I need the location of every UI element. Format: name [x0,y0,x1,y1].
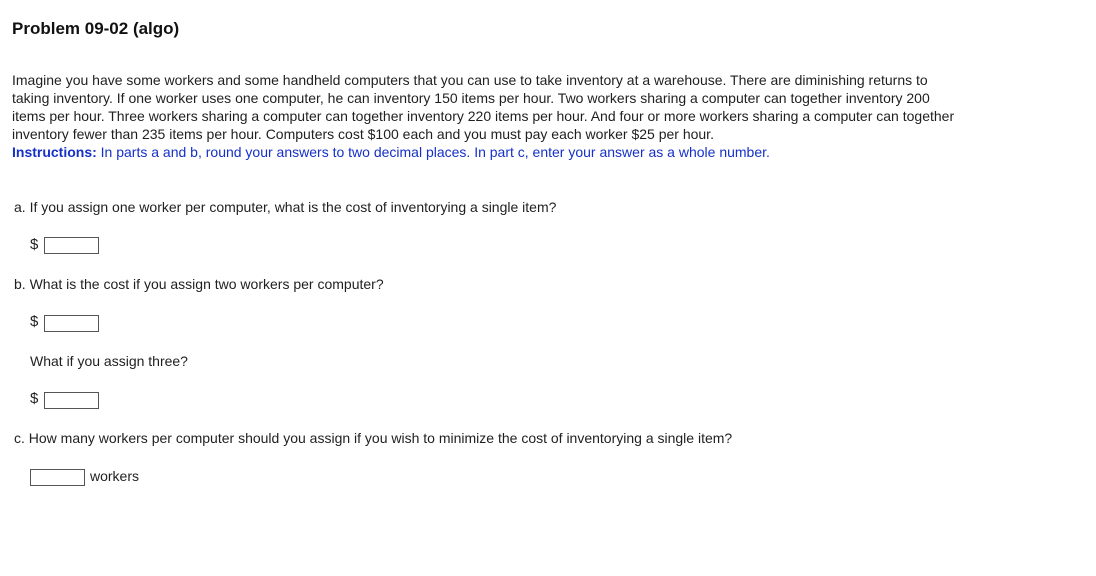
question-b: b. What is the cost if you assign two workers per computer? [14,276,384,292]
instructions-label: Instructions: [12,144,97,160]
question-a: a. If you assign one worker per computer, what is the cost of inventorying a single item? [14,199,557,215]
problem-title: Problem 09-02 (algo) [12,19,180,38]
answer-b2-input[interactable] [44,392,99,409]
intro-text: Imagine you have some workers and some handheld computers that you can use to take inventory at a warehouse. There are diminishing returns to taking inventory. If one worker uses one computer, he can inventory 150 items per hour. Two workers sharing a computer can together inventory 200 items per hour. Three workers sharing a computer can together inventory 220 items per hour. And four or more workers sharing a computer can together inventory fewer than 235 items per hour. Computers cost $100 each and you must pay each worker $25 per hour. [12,72,955,142]
currency-symbol-a: $ [30,236,39,253]
answer-c-input[interactable] [30,469,85,486]
answer-b-input[interactable] [44,315,99,332]
problem-description [12,71,962,161]
currency-symbol-b: $ [30,313,39,330]
instructions [12,143,962,161]
instructions-text: In parts a and b, round your answers to two decimal places. In part c, enter your answer as a whole number. [96,144,770,160]
question-b2: What if you assign three? [30,353,188,369]
currency-symbol-b2: $ [30,390,39,407]
workers-unit-label: workers [90,468,140,484]
answer-a-input[interactable] [44,237,99,254]
question-c: c. How many workers per computer should you assign if you wish to minimize the cost of inventorying a single item? [14,430,733,446]
